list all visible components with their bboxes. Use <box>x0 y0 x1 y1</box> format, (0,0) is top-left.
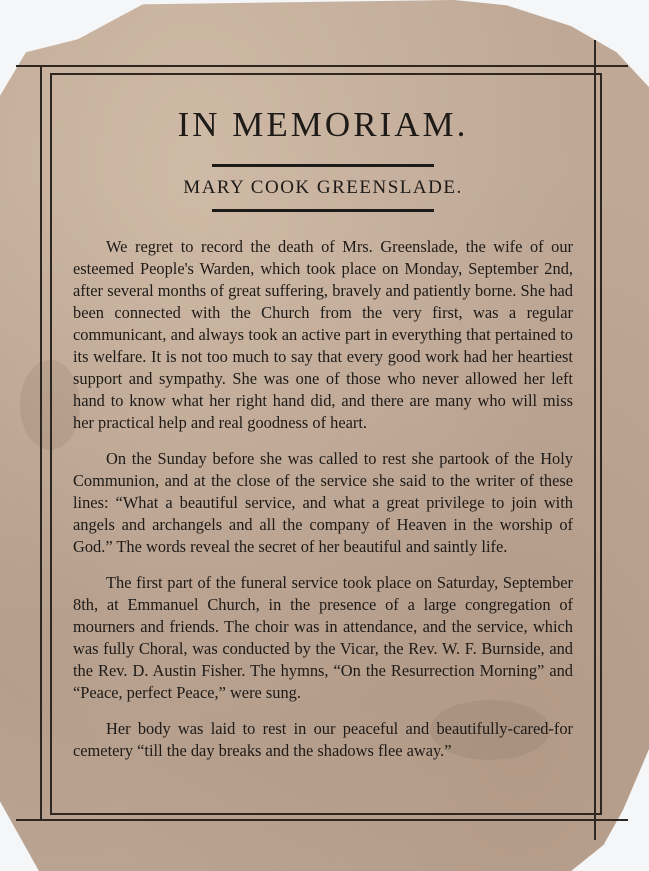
paragraph: On the Sunday before she was called to rest she partook of the Holy Communion, and at the close of the service she said to the writer of these lines: “What a beautiful service, and what a great privilege to join with angels and archangels and all the company of Heaven in the worship of God.” The words reveal the secret of her beautiful and saintly life. <box>73 449 573 556</box>
deceased-name: MARY COOK GREENSLADE. <box>183 177 463 198</box>
document-body <box>73 100 573 776</box>
paragraph: The first part of the funeral service took place on Saturday, September 8th, at Emmanuel Church, in the presence of a large congregation of mourners and friends. The choir was in attendance, and the service, which was fully Choral, was conducted by the Vicar, the Rev. W. F. Burnside, and the Rev. D. Austin Fisher. The hymns, “On the Resurrection Morning” and “Peace, perfect Peace,” were sung. <box>73 573 573 702</box>
paragraph: Her body was laid to rest in our peaceful and beautifully-cared-for cemetery “till the day breaks and the shadows flee away.” <box>73 719 573 760</box>
border-line <box>594 40 596 840</box>
divider <box>212 209 434 212</box>
document-title: IN MEMORIAM. <box>177 105 469 144</box>
paragraph: We regret to record the death of Mrs. Greenslade, the wife of our esteemed People's Warden, which took place on Monday, September 2nd, after several months of great suffering, bravely and patiently borne. She had been connected with the Church from the very first, was a regular communicant, and always took an active part in everything that pertained to its welfare. It is not too much to say that every good work had her heartiest support and sympathy. She was one of those who never allowed her left hand to know what her right hand did, and there are many who will miss her practical help and real goodness of heart. <box>73 237 573 432</box>
divider <box>212 164 434 167</box>
border-line <box>40 67 42 819</box>
